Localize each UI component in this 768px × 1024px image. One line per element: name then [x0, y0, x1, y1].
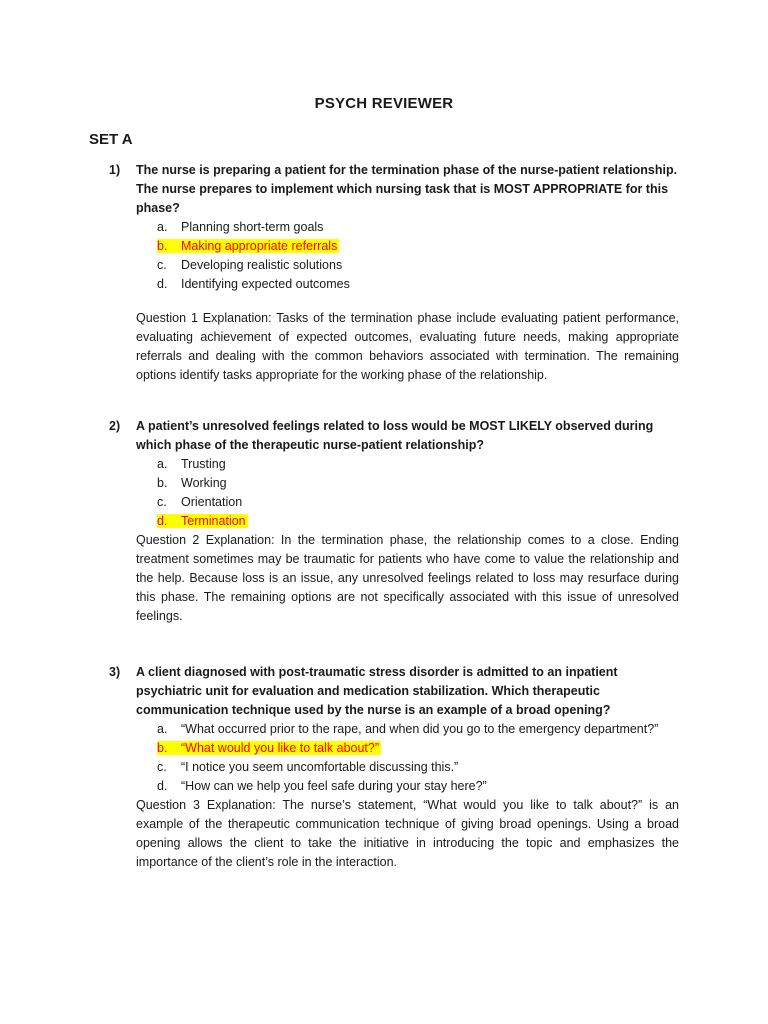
question-number: 1)	[109, 163, 121, 177]
options-list	[109, 218, 679, 294]
question-1	[109, 161, 679, 385]
option-text: Trusting	[181, 457, 226, 471]
option-text: “How can we help you feel safe during your stay here?”	[181, 779, 487, 793]
document-title: PSYCH REVIEWER	[314, 95, 454, 112]
correct-answer-highlight	[157, 741, 381, 755]
options-list	[109, 455, 679, 531]
option-text: “I notice you seem uncomfortable discussing this.”	[181, 760, 459, 774]
option-text: Developing realistic solutions	[181, 258, 343, 272]
option-letter: b.	[157, 239, 168, 253]
question-text: A patient’s unresolved feelings related to loss would be MOST LIKELY observed during which phase of the therapeutic nurse-patient relationship?	[136, 419, 654, 452]
option-letter: a.	[157, 722, 168, 736]
option-text: Termination	[181, 514, 246, 528]
option-group	[157, 220, 323, 234]
option-d	[157, 777, 679, 796]
option-b	[157, 474, 679, 493]
option-b	[157, 739, 679, 758]
option-a	[157, 455, 679, 474]
options-list	[109, 720, 679, 796]
option-letter: a.	[157, 220, 168, 234]
option-letter: c.	[157, 760, 167, 774]
option-text: Working	[181, 476, 227, 490]
option-a	[157, 218, 679, 237]
option-letter: d.	[157, 779, 168, 793]
set-heading: SET A	[89, 131, 133, 148]
question-3	[109, 663, 679, 872]
option-letter: c.	[157, 258, 167, 272]
option-text: Making appropriate referrals	[181, 239, 338, 253]
option-letter: c.	[157, 495, 167, 509]
option-text: Planning short-term goals	[181, 220, 324, 234]
question-number: 2)	[109, 419, 121, 433]
option-text: Identifying expected outcomes	[181, 277, 350, 291]
option-c	[157, 493, 679, 512]
option-letter: d.	[157, 277, 168, 291]
question-explanation: Question 1 Explanation: Tasks of the termination phase include evaluating patient performance, evaluating achievement of expected outcomes, evaluating future needs, making appropriate referrals and dealing with the common behaviors associated with termination. The remaining options identify tasks appropriate for the working phase of the relationship.	[136, 311, 679, 382]
option-text: Orientation	[181, 495, 243, 509]
question-2	[109, 417, 679, 626]
option-c	[157, 758, 679, 777]
option-letter: b.	[157, 741, 168, 755]
option-d	[157, 512, 679, 531]
option-b	[157, 237, 679, 256]
option-d	[157, 275, 679, 294]
option-letter: a.	[157, 457, 168, 471]
option-letter: b.	[157, 476, 168, 490]
option-text: “What would you like to talk about?”	[181, 741, 380, 755]
question-number: 3)	[109, 665, 121, 679]
question-text: A client diagnosed with post-traumatic stress disorder is admitted to an inpatient psychiatric unit for evaluation and medication stabilization. Which therapeutic communication technique used by the nurse is an example of a broad opening?	[136, 665, 618, 717]
option-c	[157, 256, 679, 275]
question-text: The nurse is preparing a patient for the termination phase of the nurse-patient relationship. The nurse prepares to implement which nursing task that is MOST APPROPRIATE for this phase?	[136, 163, 678, 215]
option-text: “What occurred prior to the rape, and when did you go to the emergency department?”	[181, 722, 659, 736]
option-a	[157, 720, 679, 739]
option-letter: d.	[157, 514, 168, 528]
correct-answer-highlight	[157, 239, 339, 253]
question-explanation: Question 3 Explanation: The nurse’s statement, “What would you like to talk about?” is an example of the therapeutic communication technique of giving broad openings. Using a broad opening allows the client to take the initiative in introducing the topic and emphasizes the importance of the client’s role in the interaction.	[136, 798, 679, 869]
question-explanation: Question 2 Explanation: In the termination phase, the relationship comes to a close. Ending treatment sometimes may be traumatic for patients who have come to value the relationship and the help. Because loss is an issue, any unresolved feelings related to loss may resurface during this phase. The remaining options are not specifically associated with this issue of unresolved feelings.	[136, 533, 679, 623]
correct-answer-highlight	[157, 514, 248, 528]
